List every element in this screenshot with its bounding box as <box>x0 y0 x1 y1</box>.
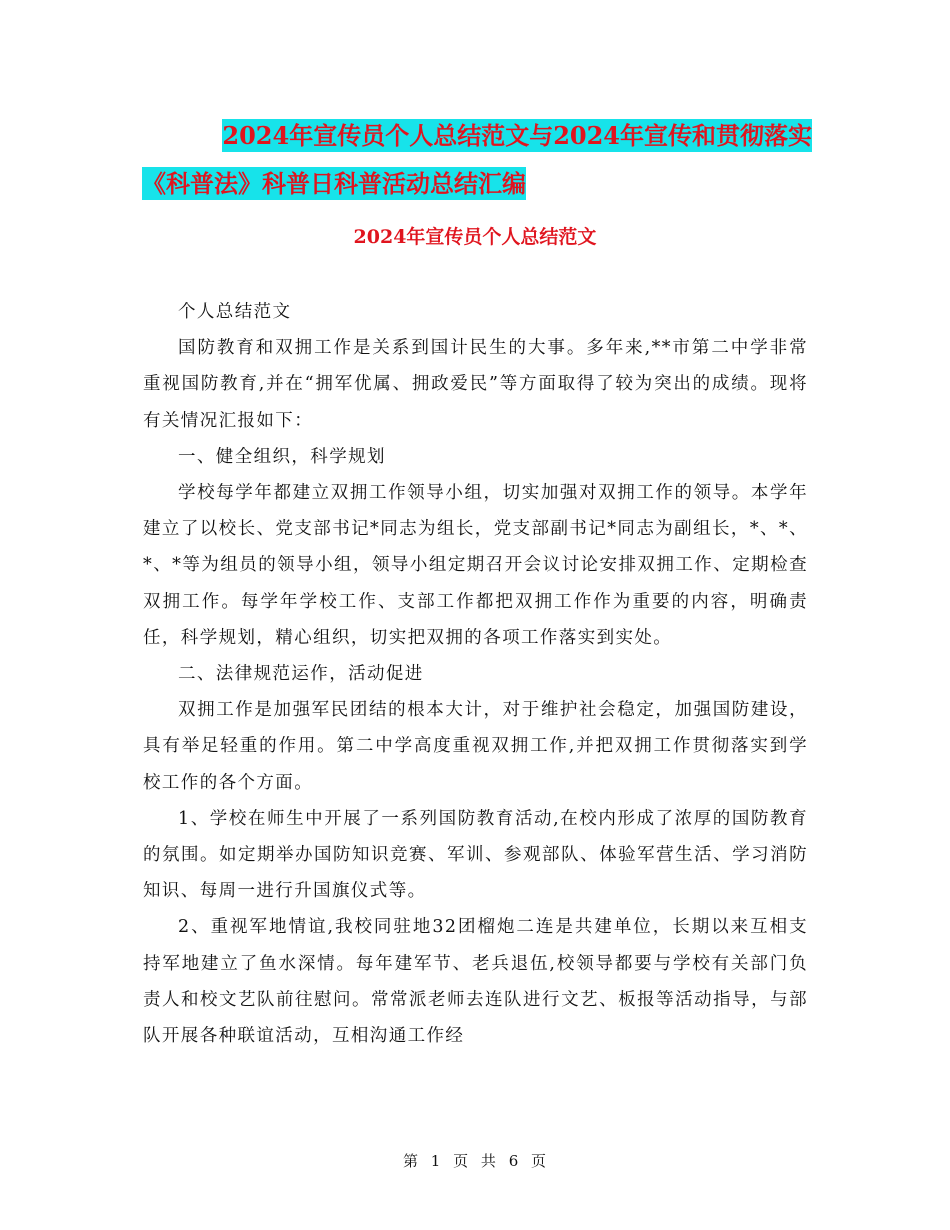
footer-page-current: 1 <box>430 1152 442 1170</box>
title-line-2: 《科普法》科普日科普活动总结汇编 <box>142 169 526 198</box>
paragraph: 双拥工作是加强军民团结的根本大计，对于维护社会稳定，加强国防建设，具有举足轻重的作用。第二中学高度重视双拥工作,并把双拥工作贯彻落实到学校工作的各个方面。 <box>143 700 808 793</box>
footer-label-ye2: 页 <box>531 1152 548 1170</box>
paragraph: 1、学校在师生中开展了一系列国防教育活动,在校内形成了浓厚的国防教育的氛围。如定期举办国防知识竞赛、军训、参观部队、体验军营生活、学习消防知识、每周一进行升国旗仪式等。 <box>143 808 808 902</box>
footer-label-di: 第 <box>402 1152 419 1170</box>
section-heading: 一、健全组织，科学规划 <box>178 446 386 467</box>
footer-label-gong: 共 <box>480 1152 497 1170</box>
document-body <box>143 294 808 1054</box>
document-title <box>142 112 822 208</box>
paragraph: 个人总结范文 <box>178 302 292 322</box>
paragraph: 学校每学年都建立双拥工作领导小组，切实加强对双拥工作的领导。本学年建立了以校长、党支部书记*同志为组长，党支部副书记*同志为副组长，*、*、*、*等为组员的领导小组，领导小组定期召开会议讨论安排双拥工作、定期检查双拥工作。每学年学校工作、支部工作都把双拥工作作为重要的内容，明确责任，科学规划，精心组织，切实把双拥的各项工作落实到实处。 <box>143 483 808 648</box>
footer-label-ye: 页 <box>453 1152 470 1170</box>
paragraph: 2、重视军地情谊,我校同驻地32团榴炮二连是共建单位，长期以来互相支持军地建立了鱼水深情。每年建军节、老兵退伍,校领导都要与学校有关部门负责人和校文艺队前往慰问。常常派老师去连队进行文艺、板报等活动指导，与部队开展各种联谊活动，互相沟通工作经 <box>143 917 808 1047</box>
paragraph: 国防教育和双拥工作是关系到国计民生的大事。多年来,**市第二中学非常重视国防教育,并在“拥军优属、拥政爱民”等方面取得了较为突出的成绩。现将有关情况汇报如下： <box>143 338 808 431</box>
title-line-1: 2024年宣传员个人总结范文与2024年宣传和贯彻落实 <box>222 121 812 150</box>
footer-page-total: 6 <box>508 1152 520 1170</box>
section-heading: 二、法律规范运作，活动促进 <box>178 664 424 685</box>
section-title: 2024年宣传员个人总结范文 <box>353 226 597 248</box>
page-footer <box>0 1150 950 1171</box>
